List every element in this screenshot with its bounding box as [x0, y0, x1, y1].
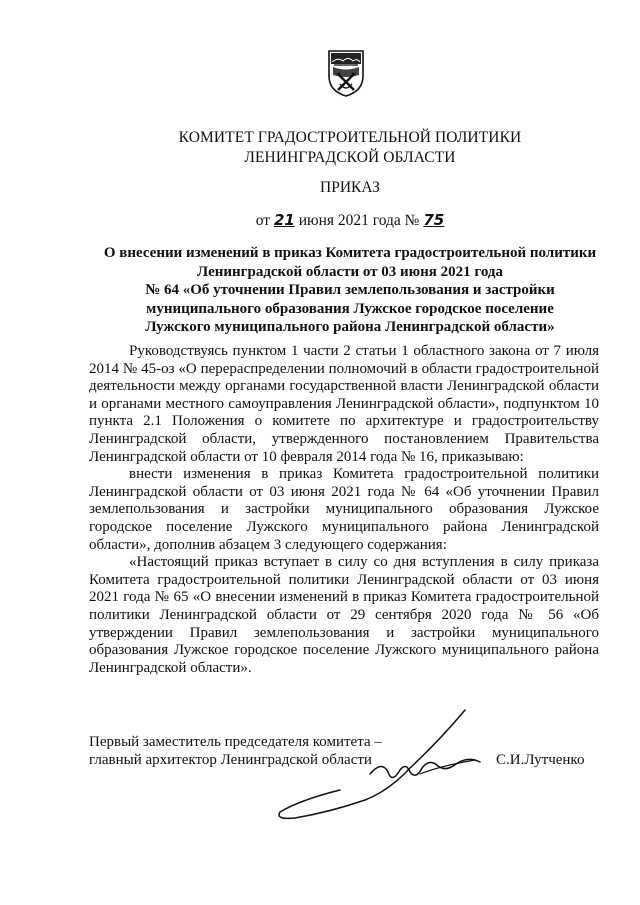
org-line-2: ЛЕНИНГРАДСКОЙ ОБЛАСТИ — [244, 149, 456, 166]
document-type: ПРИКАЗ — [320, 179, 380, 196]
handwritten-signature-icon — [270, 700, 500, 830]
doc-number-handwritten: 75 — [423, 211, 445, 229]
date-rest: июня 2021 года № — [298, 212, 420, 229]
signatory-name: С.И.Лутченко — [496, 752, 585, 768]
subject-line: № 64 «Об уточнении Правил землепользования и застройки — [145, 282, 555, 298]
signatory-title-line-2: главный архитектор Ленинградской области — [89, 752, 372, 768]
document-body — [89, 343, 599, 677]
date-day-handwritten: 21 — [273, 211, 295, 229]
subject-line: муниципального образования Лужское городское поселение — [146, 300, 554, 317]
subject-line: Лужского муниципального района Ленинградской области» — [145, 319, 555, 335]
body-paragraph-3: «Настоящий приказ вступает в силу со дня вступления в силу приказа Комитета градостроительной политики Ленинградской области от 03 июня 2021 года № 65 «О внесении изменений в приказ Комитета градостроительной политики Ленинградской области от 29 сентября 2020 года № 56 «Об утверждении Правил землепользования и застройки муниципального образования Лужское городское поселение Лужского муниципального района Ленинградской области». — [89, 554, 599, 676]
body-paragraph-2: внести изменения в приказ Комитета градостроительной политики Ленинградской области от 03 июня 2021 года № 64 «Об уточнении Правил землепользования и застройки муниципального образования Лужское городское поселение Лужского муниципального района Ленинградской области», дополнив абзацем 3 следующего содержания: — [89, 466, 599, 553]
signatory-title-line-1: Первый заместитель председателя комитета – — [89, 734, 382, 750]
date-prefix: от — [255, 212, 271, 229]
organization-name — [60, 128, 640, 168]
subject-line: Ленинградской области от 03 июня 2021 года — [197, 263, 503, 280]
date-line — [60, 210, 640, 231]
coat-of-arms-icon — [326, 48, 366, 98]
body-paragraph-1: Руководствуясь пунктом 1 части 2 статьи 1 областного закона от 7 июля 2014 № 45-оз «О перераспределении полномочий в области градостроительной деятельности между органами государственной власти Ленинградской области и органами местного самоуправления Ленинградской области», подпунктом 10 пункта 2.1 Положения о комитете по архитектуре и градостроительству Ленинградской области, утвержденного постановлением Правительства Ленинградской области от 10 февраля 2014 года № 16, приказываю: — [89, 343, 599, 465]
document-subject — [90, 244, 610, 337]
subject-line: О внесении изменений в приказ Комитета градостроительной политики — [103, 245, 597, 261]
org-line-1: КОМИТЕТ ГРАДОСТРОИТЕЛЬНОЙ ПОЛИТИКИ — [178, 129, 522, 146]
